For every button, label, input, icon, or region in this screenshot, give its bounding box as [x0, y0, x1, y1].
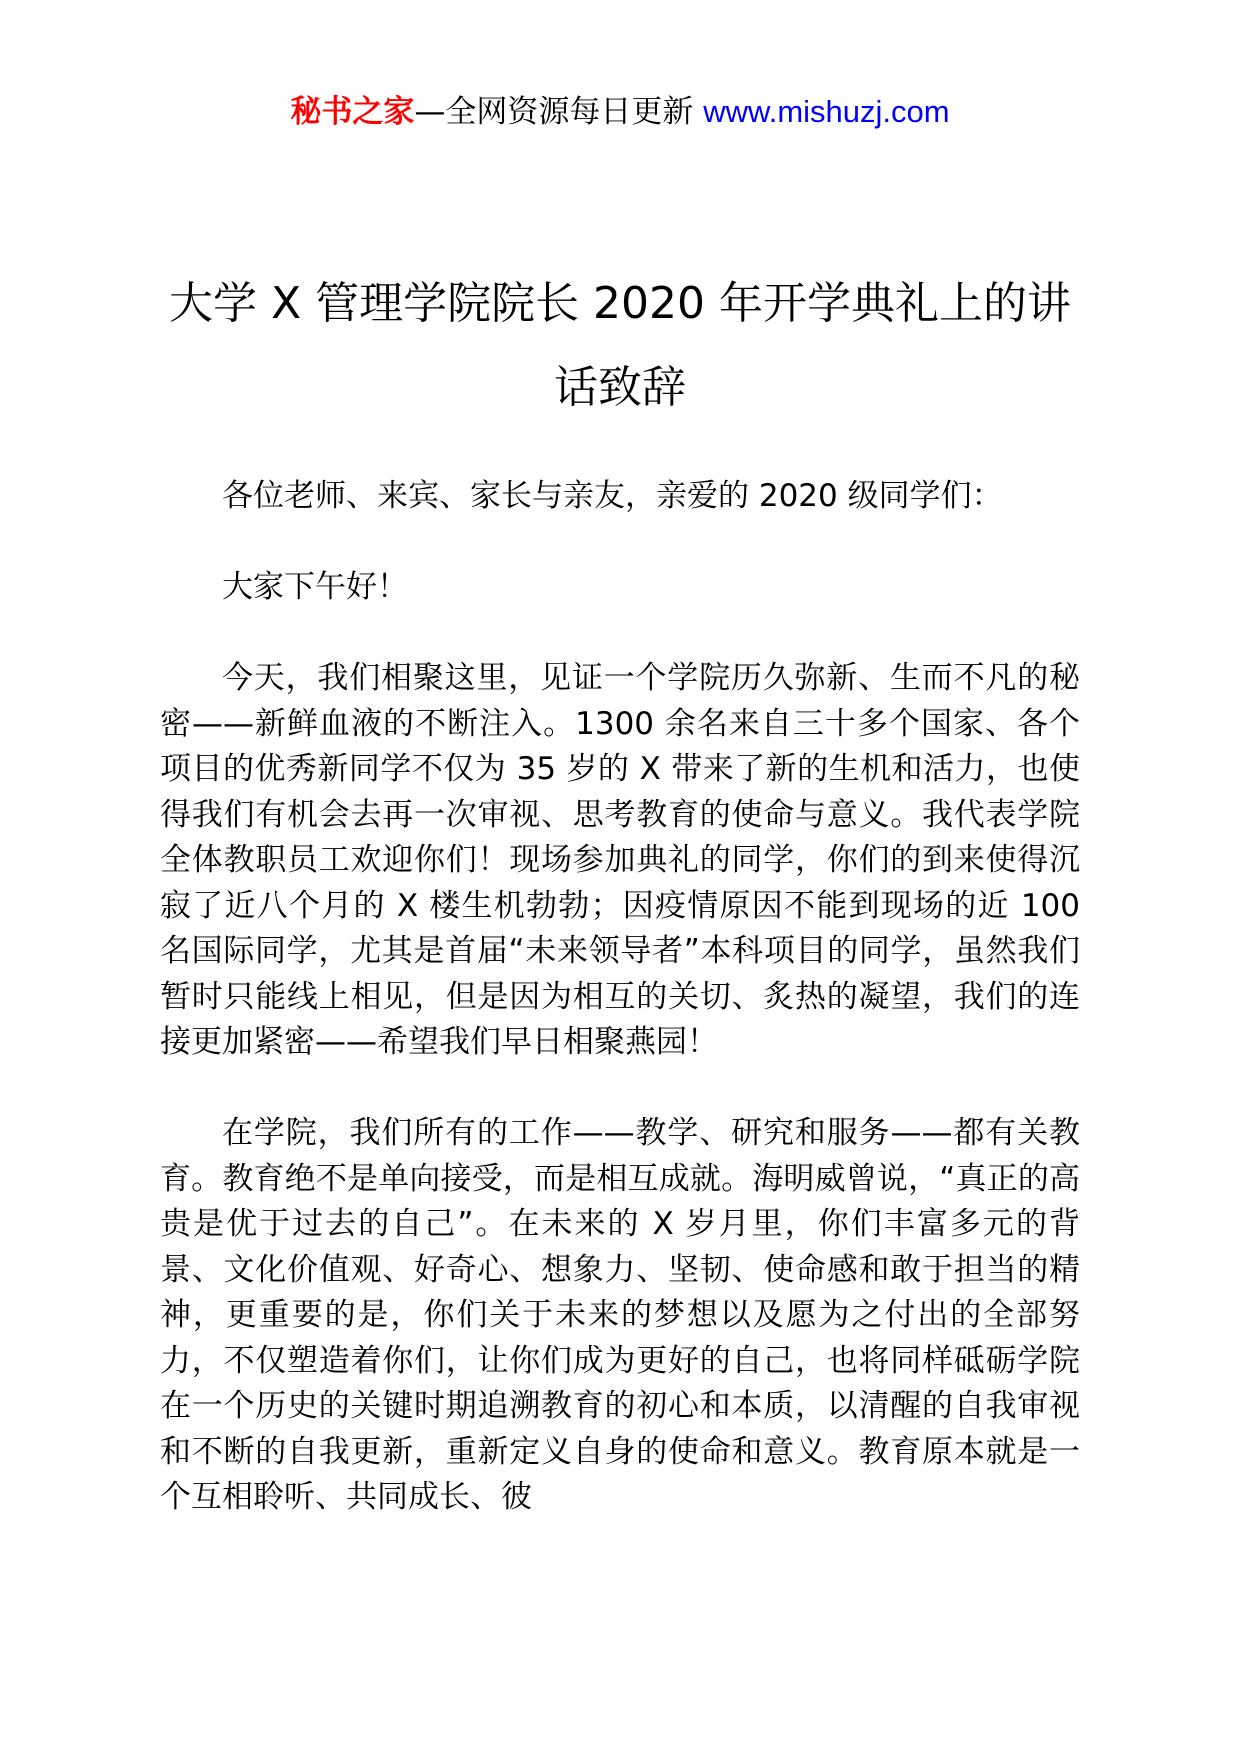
document-body: [160, 474, 1080, 1521]
document-title: 大学 X 管理学院院长 2020 年开学典礼上的讲话致辞: [168, 278, 1072, 413]
body-paragraph: 今天，我们相聚这里，见证一个学院历久弥新、生而不凡的秘密——新鲜血液的不断注入。1300 余名来自三十多个国家、各个项目的优秀新同学不仅为 35 岁的 X 带来了新的生机和活力，也使得我们有机会去再一次审视、思考教育的使命与意义。我代表学院全体教职员工欢迎你们！现场参加典礼的同学，你们的到来使得沉寂了近八个月的 X 楼生机勃勃；因疫情原因不能到现场的近 100 名国际同学，尤其是首届“未来领导者”本科项目的同学，虽然我们暂时只能线上相见，但是因为相互的关切、炙热的凝望，我们的连接更加紧密——希望我们早日相聚燕园！: [160, 660, 1080, 1060]
salutation-paragraph: 各位老师、来宾、家长与亲友，亲爱的 2020 级同学们：: [222, 478, 1003, 514]
body-paragraph: 在学院，我们所有的工作——教学、研究和服务——都有关教育。教育绝不是单向接受，而是相互成就。海明威曾说，“真正的高贵是优于过去的自己”。在未来的 X 岁月里，你们丰富多元的背景、文化价值观、好奇心、想象力、坚韧、使命感和敢于担当的精神，更重要的是，你们关于未来的梦想以及愿为之付出的全部努力，不仅塑造着你们，让你们成为更好的自己，也将同样砥砺学院在一个历史的关键时期追溯教育的初心和本质，以清醒的自我审视和不断的自我更新，重新定义自身的使命和意义。教育原本就是一个互相聆听、共同成长、彼: [160, 1115, 1080, 1515]
greeting-paragraph: 大家下午好！: [222, 569, 408, 605]
site-url-link[interactable]: www.mishuzj.com: [703, 94, 950, 129]
site-brand: 秘书之家: [290, 94, 415, 130]
site-header: [0, 92, 1240, 132]
site-tagline: —全网资源每日更新: [414, 94, 694, 130]
